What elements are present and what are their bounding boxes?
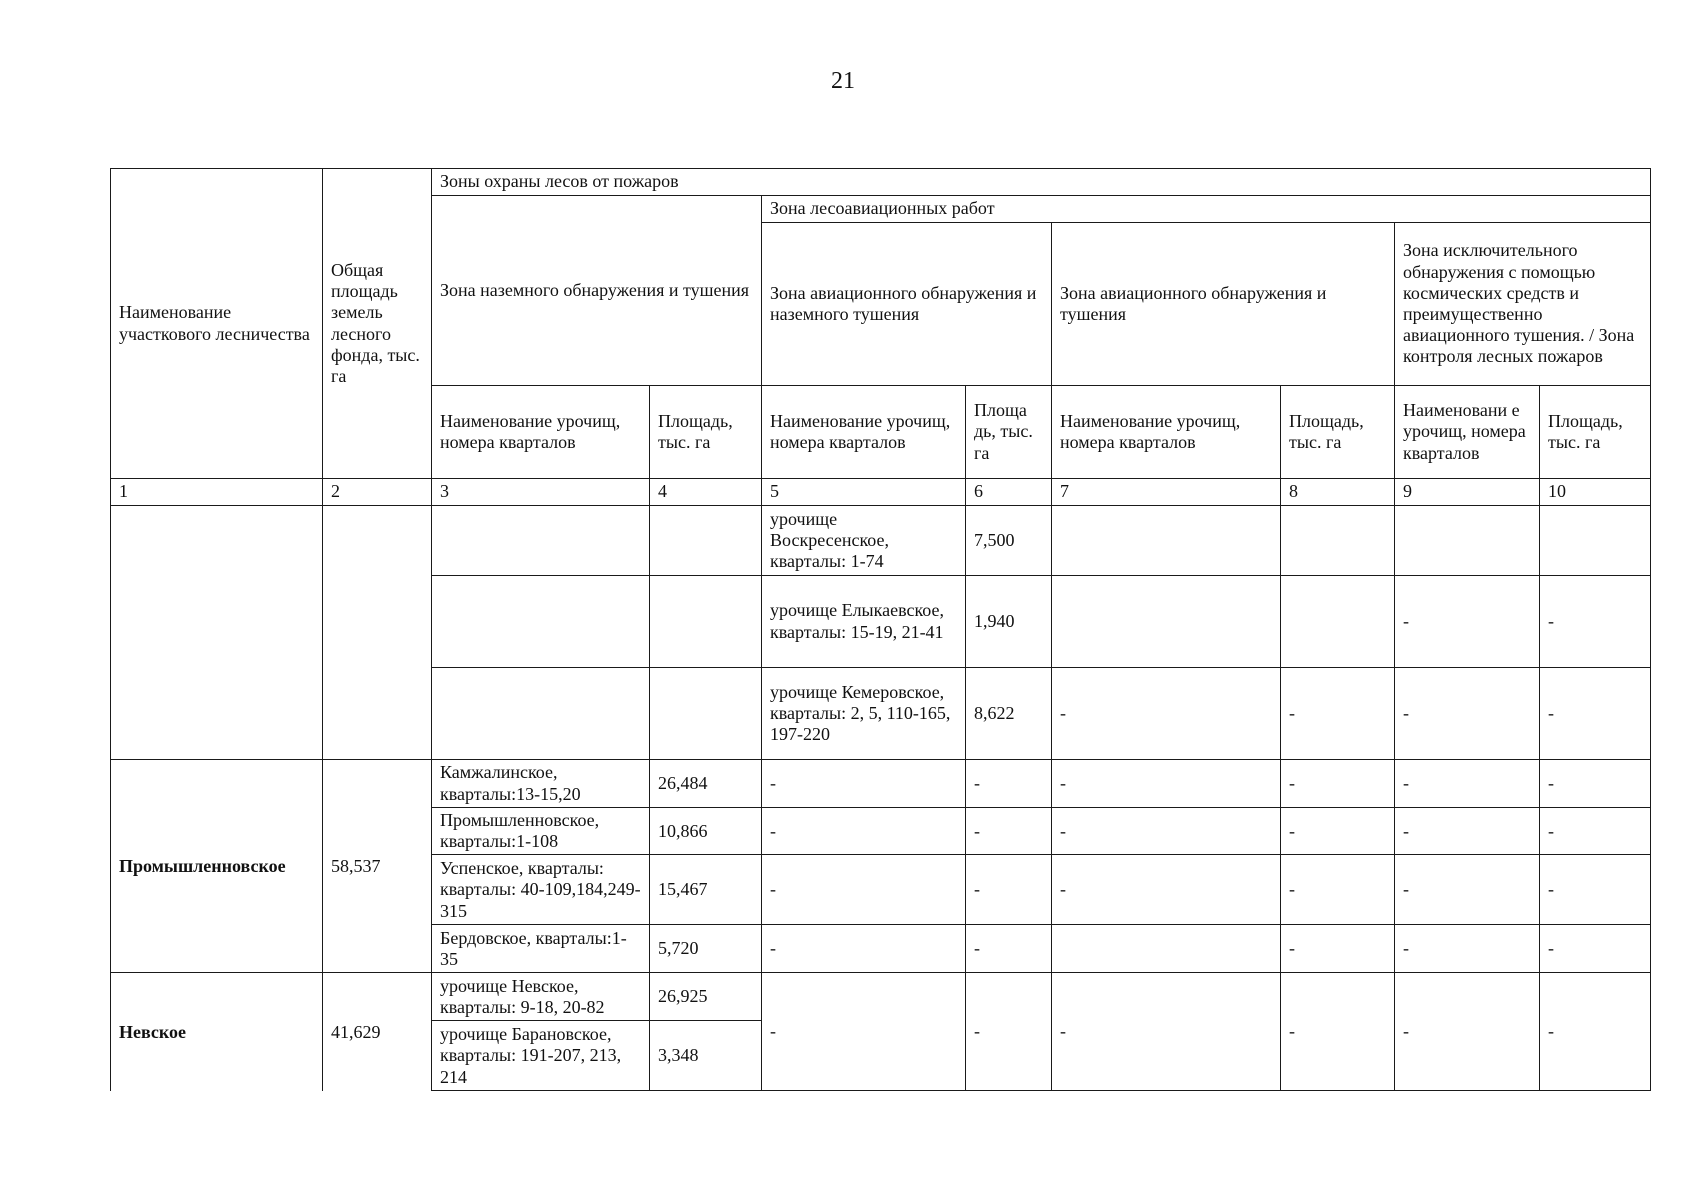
column-number: 5 [762,479,966,506]
cell-c8: - [1281,760,1395,808]
cell-c4: 26,925 [650,973,762,1021]
fire-zones-table [110,168,1651,1091]
cell-c8: - [1281,855,1395,925]
cell-c7: - [1052,808,1281,855]
cell-c5: - [762,808,966,855]
cell-c6: 8,622 [966,668,1052,760]
header-aviation-ground-zone: Зона авиационного обнаружения и наземного тушения [762,223,1052,386]
cell-c9: - [1395,855,1540,925]
forestry-total-area: 41,629 [323,973,432,1091]
cell-c7 [1052,506,1281,576]
header-total-area: Общая площадь земель лесного фонда, тыс. га [323,169,432,479]
cell-c9: - [1395,576,1540,668]
cell-c10 [1540,506,1651,576]
cell-c5: - [762,855,966,925]
header-aviation-zone: Зона авиационного обнаружения и тушения [1052,223,1395,386]
cell-c5: урочище Елыкаевское, кварталы: 15-19, 21-41 [762,576,966,668]
cell-c6: 7,500 [966,506,1052,576]
forestry-name: Промышленновское [111,760,323,973]
cell-c9: - [1395,760,1540,808]
cell-c7: - [1052,973,1281,1091]
header-c4: Площадь, тыс. га [650,386,762,479]
header-c7: Наименование урочищ, номера кварталов [1052,386,1281,479]
cell-c6: - [966,760,1052,808]
cell-c7 [1052,925,1281,973]
header-fire-zones: Зоны охраны лесов от пожаров [432,169,1651,196]
cell-c10: - [1540,576,1651,668]
cell-c4: 5,720 [650,925,762,973]
cell-c7: - [1052,760,1281,808]
cell-c8: - [1281,668,1395,760]
cell-c4: 26,484 [650,760,762,808]
cell-c6: - [966,973,1052,1091]
cell-c8: - [1281,808,1395,855]
cell-c9: - [1395,668,1540,760]
cell-c3: урочище Невское, кварталы: 9-18, 20-82 [432,973,650,1021]
cell-c3: Бердовское, кварталы:1-35 [432,925,650,973]
cell-c3: урочище Барановское, кварталы: 191-207, 213, 214 [432,1021,650,1091]
cell-c4 [650,506,762,576]
cell-c4 [650,576,762,668]
cell-c6: 1,940 [966,576,1052,668]
header-forestry: Наименование участкового лесничества [111,169,323,479]
column-number: 4 [650,479,762,506]
forestry-name: Невское [111,973,323,1091]
column-number: 9 [1395,479,1540,506]
column-number: 3 [432,479,650,506]
header-space-zone: Зона исключительного обнаружения с помощью космических средств и преимущественно авиационного тушения. / Зона контроля лесных пожаров [1395,223,1651,386]
page-number: 21 [831,68,855,94]
cell-c4: 3,348 [650,1021,762,1091]
column-number: 2 [323,479,432,506]
cell-c7 [1052,576,1281,668]
column-number: 7 [1052,479,1281,506]
cell-c5: - [762,925,966,973]
forestry-cell-continued [111,506,323,760]
cell-c8: - [1281,925,1395,973]
table-row [111,506,1651,576]
header-c6: Площа дь, тыс. га [966,386,1052,479]
header-c9: Наименовани е урочищ, номера кварталов [1395,386,1540,479]
column-number-row [111,479,1651,506]
header-c10: Площадь, тыс. га [1540,386,1651,479]
table-row [111,973,1651,1021]
header-ground-zone: Зона наземного обнаружения и тушения [432,196,762,386]
cell-c10: - [1540,760,1651,808]
cell-c7: - [1052,668,1281,760]
cell-c3: Камжалинское, кварталы:13-15,20 [432,760,650,808]
header-c3: Наименование урочищ, номера кварталов [432,386,650,479]
cell-c9 [1395,506,1540,576]
cell-c5: - [762,760,966,808]
cell-c5: урочище Воскресенское, кварталы: 1-74 [762,506,966,576]
cell-c5: урочище Кемеровское, кварталы: 2, 5, 110-165, 197-220 [762,668,966,760]
cell-c3 [432,668,650,760]
header-c8: Площадь, тыс. га [1281,386,1395,479]
cell-c10: - [1540,973,1651,1091]
cell-c9: - [1395,808,1540,855]
cell-c6: - [966,925,1052,973]
cell-c8 [1281,576,1395,668]
cell-c10: - [1540,808,1651,855]
column-number: 6 [966,479,1052,506]
cell-c10: - [1540,668,1651,760]
cell-c6: - [966,855,1052,925]
column-number: 1 [111,479,323,506]
cell-c5: - [762,973,966,1091]
cell-c8 [1281,506,1395,576]
column-number: 8 [1281,479,1395,506]
cell-c10: - [1540,855,1651,925]
cell-c3: Промышленновское, кварталы:1-108 [432,808,650,855]
cell-c7: - [1052,855,1281,925]
table-row [111,760,1651,808]
cell-c3 [432,506,650,576]
header-c5: Наименование урочищ, номера кварталов [762,386,966,479]
header-aviation-work-zone: Зона лесоавиационных работ [762,196,1651,223]
forestry-total-area: 58,537 [323,760,432,973]
column-number: 10 [1540,479,1651,506]
cell-c9: - [1395,973,1540,1091]
cell-c3 [432,576,650,668]
cell-c6: - [966,808,1052,855]
total-area-cell-continued [323,506,432,760]
cell-c10: - [1540,925,1651,973]
cell-c3: Успенское, кварталы: кварталы: 40-109,184,249-315 [432,855,650,925]
cell-c4 [650,668,762,760]
cell-c8: - [1281,973,1395,1091]
cell-c4: 10,866 [650,808,762,855]
cell-c9: - [1395,925,1540,973]
cell-c4: 15,467 [650,855,762,925]
